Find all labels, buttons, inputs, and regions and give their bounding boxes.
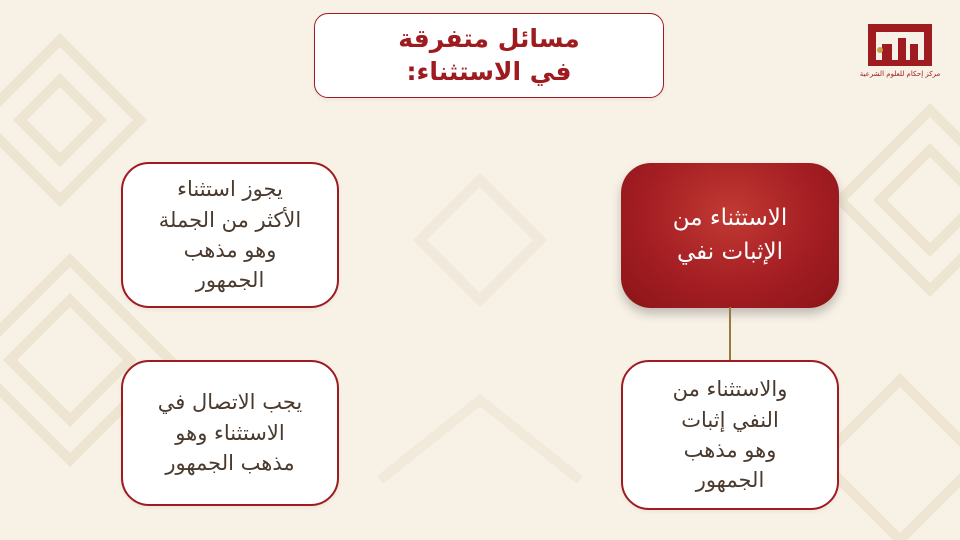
- left-top-node-text: يجوز استثناء الأكثر من الجملة وهو مذهب الجمهور: [158, 177, 302, 293]
- main-node: [621, 163, 839, 308]
- page-title-text: مسائل متفرقة في الاستثناء:: [398, 24, 580, 86]
- main-child-node-text: والاستثناء من النفي إثبات وهو مذهب الجمهور: [672, 377, 788, 493]
- left-bottom-node: [121, 360, 339, 506]
- page-title: [314, 13, 664, 98]
- connector-line: [729, 307, 731, 361]
- left-bottom-node-text: يجب الاتصال في الاستثناء وهو مذهب الجمهور: [157, 390, 303, 476]
- left-top-node: [121, 162, 339, 308]
- logo-tagline: مركز إحكام للعلوم الشرعية: [859, 70, 941, 78]
- logo-icon: [860, 20, 940, 100]
- main-node-text: الاستثناء من الإثبات نفي: [672, 205, 788, 265]
- main-child-node: [621, 360, 839, 510]
